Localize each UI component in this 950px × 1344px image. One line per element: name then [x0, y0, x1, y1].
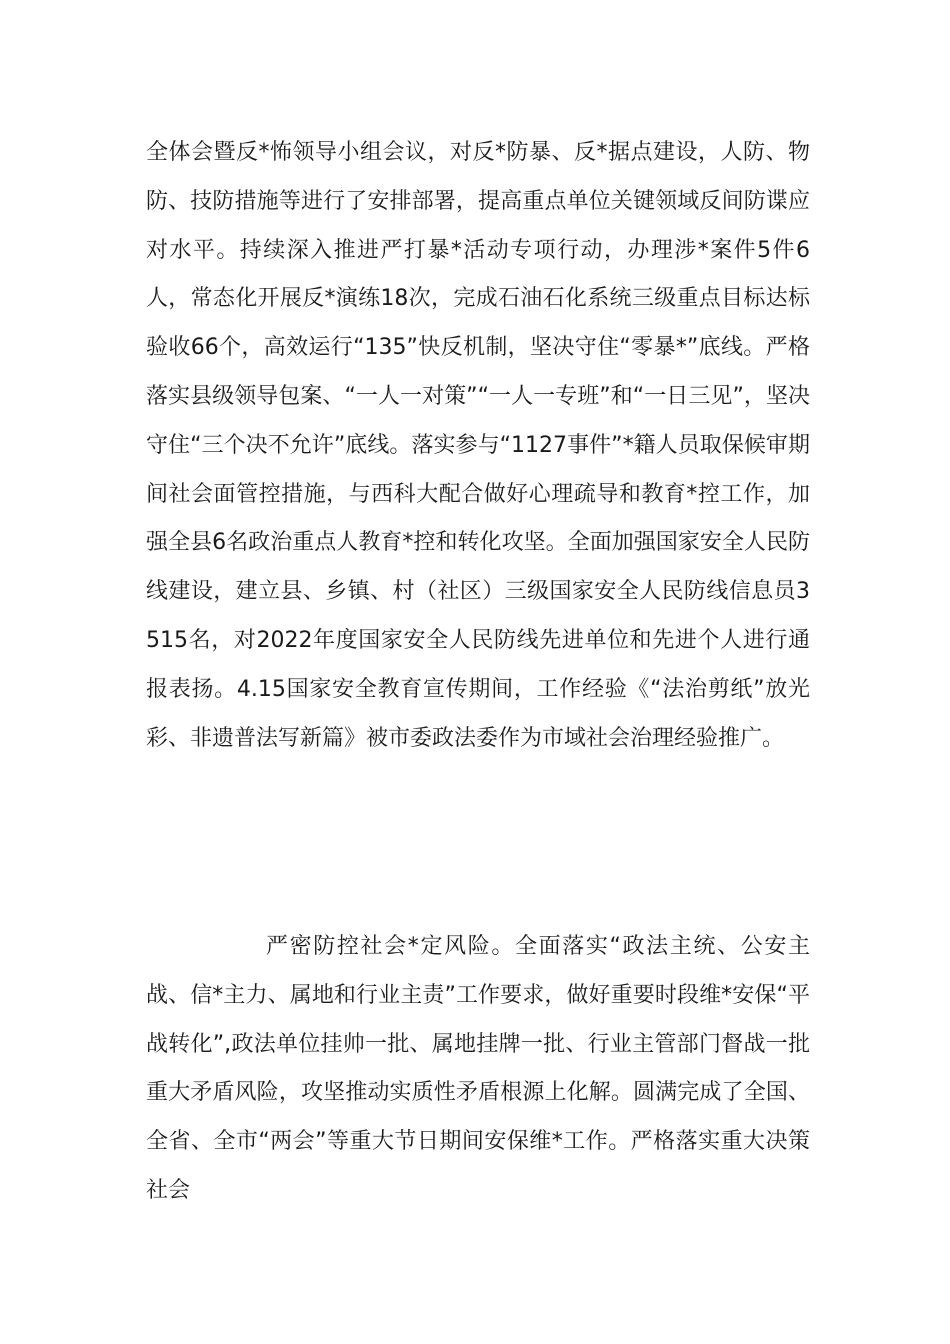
body-paragraph: 严密防控社会*定风险。全面落实“政法主统、公安主战、信*主力、属地和行业主责”工作要求，做好重要时段维*安保“平战转化”,政法单位挂帅一批、属地挂牌一批、行业主管部门督战一批重大矛盾风险，攻坚推动实质性矛盾根源上化解。圆满完成了全国、全省、全市“两会”等重大节日期间安保维*工作。严格落实重大决策社会 — [146, 934, 810, 1203]
body-paragraph: 全体会暨反*怖领导小组会议，对反*防暴、反*据点建设，人防、物防、技防措施等进行了安排部署，提高重点单位关键领域反间防谍应对水平。持续深入推进严打暴*活动专项行动，办理涉*案件5件6人，常态化开展反*演练18次，完成石油石化系统三级重点目标达标验收66个，高效运行“135”快反机制，坚决守住“零暴*”底线。严格落实县级领导包案、“一人一对策”“一人一专班”和“一日三见”，坚决守住“三个决不允许”底线。落实参与“1127事件”*籍人员取保候审期间社会面管控措施，与西科大配合做好心理疏导和教育*控工作，加强全县6名政治重点人教育*控和转化攻坚。全面加强国家安全人民防线建设，建立县、乡镇、村（社区）三级国家安全人民防线信息员3515名，对2022年度国家安全人民防线先进单位和先进个人进行通报表扬。4.15国家安全教育宣传期间，工作经验《“法治剪纸”放光彩、非遗普法写新篇》被市委政法委作为市域社会治理经验推广。 — [146, 140, 811, 751]
